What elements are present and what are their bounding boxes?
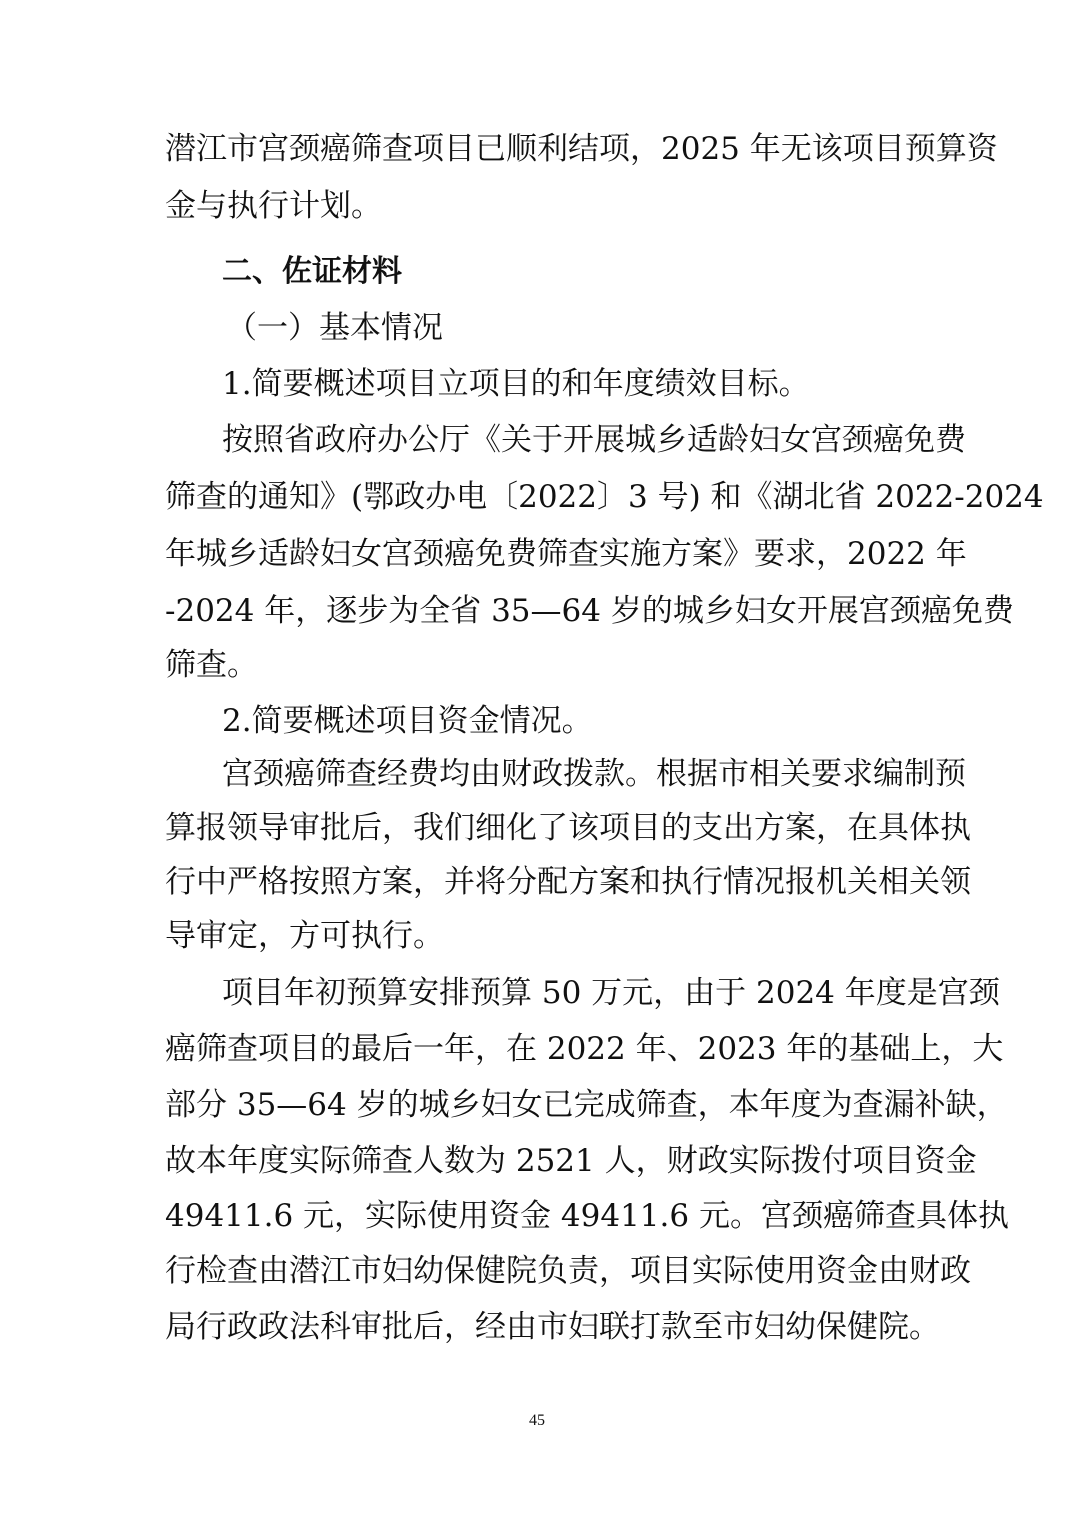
paragraph-budget-line-7: 局行政政法科审批后，经由市妇联打款至市妇幼保健院。 xyxy=(165,1309,940,1345)
paragraph-budget-line-6: 行检查由潜江市妇幼保健院负责，项目实际使用资金由财政 xyxy=(165,1253,971,1289)
paragraph-budget-line-5: 49411.6 元，实际使用资金 49411.6 元。宫颈癌筛查具体执 xyxy=(165,1198,1009,1234)
paragraph-budget-line-1: 项目年初预算安排预算 50 万元，由于 2024 年度是宫颈 xyxy=(222,975,1000,1011)
paragraph-funds-line-3: 行中严格按照方案，并将分配方案和执行情况报机关相关领 xyxy=(165,864,971,900)
paragraph-goal-line-2: 筛查的通知》(鄂政办电〔2022〕3 号) 和《湖北省 2022-2024 xyxy=(165,479,1044,515)
paragraph-goal-line-4: -2024 年，逐步为全省 35—64 岁的城乡妇女开展宫颈癌免费 xyxy=(165,593,1014,629)
paragraph-funds-line-1: 宫颈癌筛查经费均由财政拨款。根据市相关要求编制预 xyxy=(222,756,966,792)
paragraph-goal-line-3: 年城乡适龄妇女宫颈癌免费筛查实施方案》要求，2022 年 xyxy=(165,536,967,572)
paragraph-funds-line-4: 导审定，方可执行。 xyxy=(165,918,444,954)
paragraph-budget-line-3: 部分 35—64 岁的城乡妇女已完成筛查，本年度为查漏补缺， xyxy=(165,1087,1008,1123)
section-heading: 二、佐证材料 xyxy=(222,254,402,289)
paragraph-budget-line-4: 故本年度实际筛查人数为 2521 人，财政实际拨付项目资金 xyxy=(165,1143,977,1179)
item2-heading: 2.简要概述项目资金情况。 xyxy=(222,703,593,739)
paragraph-budget-line-2: 癌筛查项目的最后一年，在 2022 年、2023 年的基础上，大 xyxy=(165,1031,1004,1067)
paragraph-funds-line-2: 算报领导审批后，我们细化了该项目的支出方案，在具体执 xyxy=(165,810,971,846)
paragraph-goal-line-1: 按照省政府办公厅《关于开展城乡适龄妇女宫颈癌免费 xyxy=(222,422,966,458)
item1-heading: 1.简要概述项目立项目的和年度绩效目标。 xyxy=(222,366,810,402)
page-number: 45 xyxy=(529,1412,545,1429)
subsection-heading: （一）基本情况 xyxy=(226,310,443,346)
paragraph-intro-line-2: 金与执行计划。 xyxy=(165,188,382,224)
paragraph-intro-line-1: 潜江市宫颈癌筛查项目已顺利结项，2025 年无该项目预算资 xyxy=(165,131,998,167)
paragraph-goal-line-5: 筛查。 xyxy=(165,647,258,683)
